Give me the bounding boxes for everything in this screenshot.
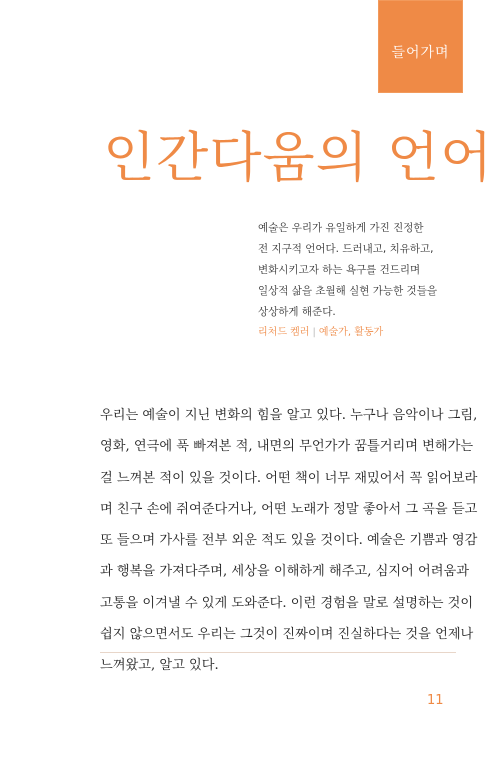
- page-number: 11: [427, 693, 444, 708]
- body-line: 또 들으며 가사를 전부 외운 적도 있을 것이다. 예술은 기쁨과 영감: [100, 533, 478, 549]
- quote-line: 예술은 우리가 유일하게 가진 진정한: [258, 222, 424, 234]
- body-line: 쉽지 않으면서도 우리는 그것이 진짜이며 진실하다는 것을 언제나: [100, 627, 474, 643]
- quote-line: 변화시키고자 하는 욕구를 건드리며: [258, 264, 421, 276]
- epigraph-quote: [258, 218, 463, 323]
- body-line: 과 행복을 가져다주며, 세상을 이해하게 해주고, 심지어 어려움과: [100, 564, 469, 580]
- quote-line: 상상하게 해준다.: [258, 306, 336, 318]
- quote-attribution: [258, 323, 383, 338]
- section-tab: [378, 0, 463, 93]
- chapter-title: 인간다움의 언어: [103, 126, 494, 189]
- quote-author: 리처드 켐러: [258, 327, 310, 338]
- quote-line: 전 지구적 언어다. 드러내고, 치유하고,: [258, 243, 434, 255]
- quote-author-role: 예술가, 활동가: [318, 327, 384, 338]
- quote-line: 일상적 삶을 초월해 실현 가능한 것들을: [258, 285, 437, 297]
- section-tab-label: 들어가며: [391, 45, 450, 61]
- body-line: 느껴왔고, 알고 있다.: [100, 658, 219, 674]
- body-line: 우리는 예술이 지닌 변화의 힘을 알고 있다. 누구나 음악이나 그림,: [100, 408, 478, 423]
- body-paragraph: [100, 400, 478, 682]
- body-line: 며 친구 손에 쥐여준다거나, 어떤 노래가 정말 좋아서 그 곡을 듣고: [100, 501, 478, 517]
- body-line: 영화, 연극에 푹 빠져본 적, 내면의 무언가가 꿈틀거리며 변해가는: [100, 439, 474, 455]
- divider-rule: [100, 652, 456, 653]
- attribution-separator: |: [312, 327, 316, 338]
- body-line: 고통을 이겨낼 수 있게 도와준다. 이런 경험을 말로 설명하는 것이: [100, 595, 474, 611]
- body-line: 걸 느껴본 적이 있을 것이다. 어떤 책이 너무 재밌어서 꼭 읽어보라: [100, 470, 478, 486]
